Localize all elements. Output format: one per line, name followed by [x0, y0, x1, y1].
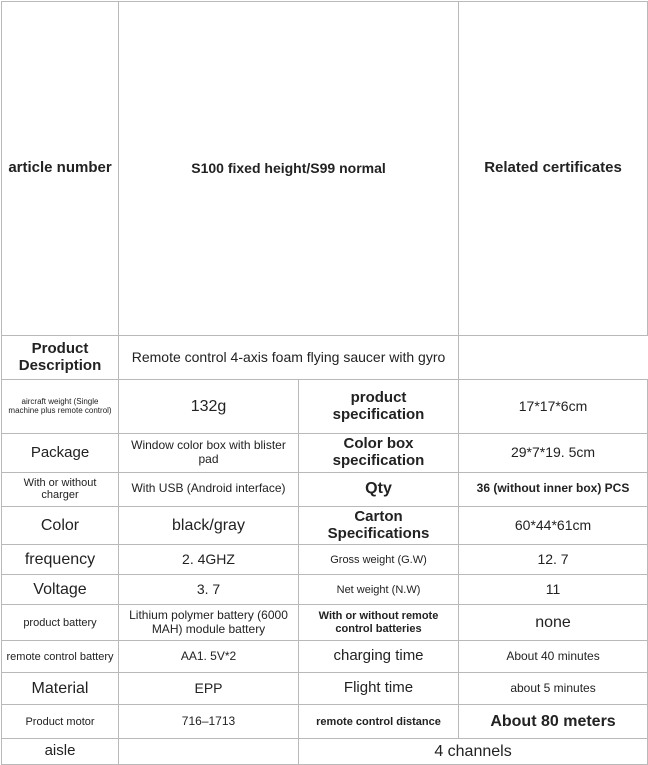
table-row-label: aircraft weight (Single machine plus remote control) — [2, 380, 119, 434]
table-row-label: charging time — [299, 641, 459, 673]
spec-sheet — [0, 1, 648, 760]
table-row — [2, 575, 648, 605]
table-row — [2, 605, 648, 641]
table-row — [2, 673, 648, 705]
table-row — [2, 2, 648, 336]
table-row-value: 60*44*61cm — [459, 506, 648, 545]
table-row-label: Net weight (N.W) — [299, 575, 459, 605]
table-row-value — [119, 739, 299, 765]
table-row-value: 17*17*6cm — [459, 380, 648, 434]
table-row-label: Material — [2, 673, 119, 705]
table-row-value: 29*7*19. 5cm — [459, 434, 648, 473]
product-spec-table — [1, 1, 648, 765]
table-row-value: Remote control 4-axis foam flying saucer with gyro — [119, 336, 459, 380]
table-row-label: 4 channels — [299, 739, 648, 765]
table-row-label: aisle — [2, 739, 119, 765]
table-row-label: product specification — [299, 380, 459, 434]
table-row-value: About 80 meters — [459, 705, 648, 739]
table-row-value: With USB (Android interface) — [119, 472, 299, 506]
table-row — [2, 472, 648, 506]
table-row-value: 716–1713 — [119, 705, 299, 739]
table-row-value: EPP — [119, 673, 299, 705]
table-row-label: frequency — [2, 545, 119, 575]
table-row — [2, 641, 648, 673]
table-row-value: Related certificates — [459, 2, 648, 336]
table-row-value: 132g — [119, 380, 299, 434]
table-row-label: remote control distance — [299, 705, 459, 739]
table-row — [2, 705, 648, 739]
table-body — [2, 2, 648, 765]
table-row-label: Product motor — [2, 705, 119, 739]
table-row-label: product battery — [2, 605, 119, 641]
table-row — [2, 739, 648, 765]
table-row — [2, 380, 648, 434]
table-row-value: none — [459, 605, 648, 641]
table-row-value: About 40 minutes — [459, 641, 648, 673]
table-row — [2, 506, 648, 545]
table-row-value: 12. 7 — [459, 545, 648, 575]
table-row-label: Carton Specifications — [299, 506, 459, 545]
table-row — [2, 336, 648, 380]
table-row-label: Color box specification — [299, 434, 459, 473]
table-row-label: Color — [2, 506, 119, 545]
table-row-value: S100 fixed height/S99 normal — [119, 2, 459, 336]
table-row-label: Gross weight (G.W) — [299, 545, 459, 575]
table-row-label: Voltage — [2, 575, 119, 605]
table-row-label: With or without remote control batteries — [299, 605, 459, 641]
table-row-value: black/gray — [119, 506, 299, 545]
table-row-value: 36 (without inner box) PCS — [459, 472, 648, 506]
table-row-label: Product Description — [2, 336, 119, 380]
table-row-label: Flight time — [299, 673, 459, 705]
table-row-value: 2. 4GHZ — [119, 545, 299, 575]
table-row-value: AA1. 5V*2 — [119, 641, 299, 673]
table-row-label: remote control battery — [2, 641, 119, 673]
table-row-value: Lithium polymer battery (6000 MAH) module battery — [119, 605, 299, 641]
table-row-label: With or without charger — [2, 472, 119, 506]
table-row-value: Window color box with blister pad — [119, 434, 299, 473]
table-row-label: Package — [2, 434, 119, 473]
table-row-value: about 5 minutes — [459, 673, 648, 705]
table-row-value: 3. 7 — [119, 575, 299, 605]
table-row-value: 11 — [459, 575, 648, 605]
table-row — [2, 545, 648, 575]
table-row — [2, 434, 648, 473]
table-row-label: article number — [2, 2, 119, 336]
table-row-label: Qty — [299, 472, 459, 506]
